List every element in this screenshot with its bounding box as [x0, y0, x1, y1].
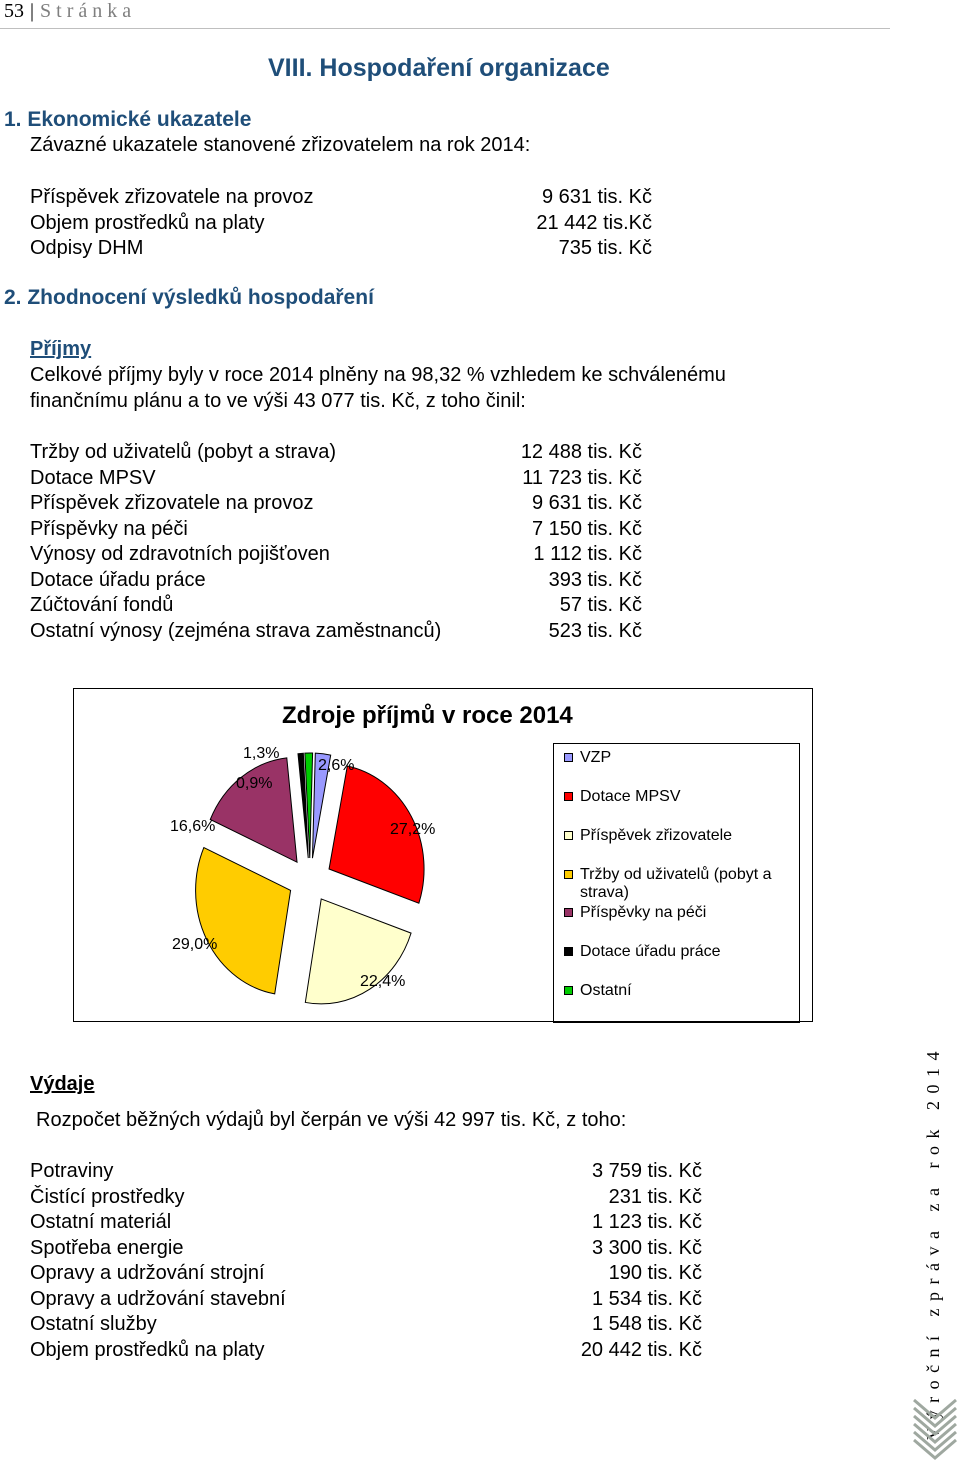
income-labels — [30, 440, 441, 644]
expense-values — [540, 1159, 702, 1363]
expense-value: 1 548 tis. Kč — [591, 1313, 702, 1335]
legend-swatch — [564, 831, 573, 840]
indicator-value: 9 631 tis. Kč — [541, 186, 652, 208]
income-value: 523 tis. Kč — [548, 619, 642, 642]
expense-label: Potraviny — [30, 1160, 114, 1182]
expense-value: 3 300 tis. Kč — [591, 1236, 702, 1259]
pie-slice — [196, 848, 291, 994]
expense-label: Čistící prostředky — [30, 1185, 185, 1208]
income-label: Zúčtování fondů — [30, 594, 174, 616]
legend-swatch — [564, 870, 573, 879]
expense-label: Objem prostředků na platy — [30, 1338, 265, 1361]
expenses-intro: Rozpočet běžných výdajů byl čerpán ve výši 42 997 tis. Kč, z toho: — [36, 1109, 627, 1131]
income-values — [480, 440, 642, 644]
legend-label: VZP — [580, 749, 612, 766]
pie-chart — [150, 735, 470, 1015]
expense-label: Opravy a udržování strojní — [30, 1262, 265, 1284]
expense-label: Spotřeba energie — [30, 1236, 184, 1259]
legend-swatch — [564, 753, 573, 762]
indicator-label: Objem prostředků na platy — [30, 211, 265, 234]
expense-label: Opravy a udržování stavební — [30, 1287, 286, 1310]
income-label: Výnosy od zdravotních pojišťoven — [30, 543, 330, 565]
income-label: Ostatní výnosy (zejména strava zaměstnanců) — [30, 619, 442, 642]
legend-label: Ostatní — [580, 982, 632, 999]
legend-label: Příspěvky na péči — [580, 904, 707, 921]
indicator-label: Příspěvek zřizovatele na provoz — [30, 186, 314, 208]
legend-label: Příspěvek zřizovatele — [580, 827, 733, 844]
expense-value: 231 tis. Kč — [608, 1185, 702, 1208]
income-value: 9 631 tis. Kč — [531, 492, 642, 514]
page-header — [4, 0, 136, 23]
pie-label-trzby: 29,0% — [172, 936, 218, 953]
income-text-line1: Celkové příjmy byly v roce 2014 plněny na 98,32 % vzhledem ke schválenému — [30, 364, 726, 386]
expense-value: 3 759 tis. Kč — [591, 1160, 702, 1182]
legend-swatch — [564, 792, 573, 801]
expense-value: 190 tis. Kč — [608, 1262, 702, 1284]
side-text: Výroční zpráva za rok 2014 — [923, 1044, 943, 1440]
income-value: 11 723 tis. Kč — [522, 466, 642, 489]
expense-label: Ostatní materiál — [30, 1211, 172, 1233]
legend-swatch — [564, 986, 573, 995]
income-label: Dotace MPSV — [30, 466, 156, 489]
pie-label-ostatni: 1,3% — [243, 745, 280, 762]
header-separator: | — [30, 0, 35, 22]
pie-slice — [210, 758, 297, 862]
income-text-line2: finančnímu plánu a to ve výši 43 077 tis. Kč, z toho činil: — [30, 390, 526, 412]
legend-swatch — [564, 947, 573, 956]
chart-legend — [553, 743, 800, 1023]
expense-value: 20 442 tis. Kč — [580, 1338, 702, 1361]
indicator-value: 21 442 tis.Kč — [536, 211, 652, 234]
page-word: Stránka — [40, 0, 137, 22]
income-label: Dotace úřadu práce — [30, 568, 206, 591]
expenses-heading: Výdaje — [30, 1073, 95, 1095]
page-number: 53 — [4, 0, 24, 22]
expense-label: Ostatní služby — [30, 1313, 157, 1335]
chart-title: Zdroje příjmů v roce 2014 — [282, 702, 573, 729]
income-value: 393 tis. Kč — [548, 568, 642, 591]
indicator-label: Odpisy DHM — [30, 237, 144, 259]
pie-label-prispevky-pece: 16,6% — [170, 818, 216, 835]
chevron-logo-icon — [912, 1396, 958, 1464]
income-value: 57 tis. Kč — [559, 594, 642, 616]
income-value: 12 488 tis. Kč — [520, 441, 642, 463]
pie-label-uradu-prace: 0,9% — [236, 775, 273, 792]
pie-label-vzp: 2,6% — [318, 757, 355, 774]
income-value: 7 150 tis. Kč — [531, 517, 642, 540]
section1-title: 1. Ekonomické ukazatele — [4, 108, 252, 131]
section1-labels — [30, 185, 313, 262]
header-rule — [0, 28, 890, 29]
income-heading: Příjmy — [30, 338, 92, 360]
section1-values — [480, 185, 652, 262]
section2-title: 2. Zhodnocení výsledků hospodaření — [4, 286, 374, 309]
expense-labels — [30, 1159, 286, 1363]
income-label: Příspěvky na péči — [30, 517, 188, 540]
chapter-title: VIII. Hospodaření organizace — [268, 54, 610, 82]
income-value: 1 112 tis. Kč — [533, 543, 642, 565]
indicator-value: 735 tis. Kč — [558, 237, 652, 259]
legend-label: Dotace MPSV — [580, 788, 681, 805]
income-label: Příspěvek zřizovatele na provoz — [30, 492, 314, 514]
side-annual-report-text — [923, 1044, 953, 1440]
income-label: Tržby od uživatelů (pobyt a strava) — [30, 441, 337, 463]
section1-intro: Závazné ukazatele stanovené zřizovatelem na rok 2014: — [30, 134, 531, 156]
pie-label-mpsv: 27,2% — [390, 821, 436, 838]
expense-value: 1 123 tis. Kč — [591, 1211, 702, 1233]
pie-label-zrizovatel: 22,4% — [360, 973, 406, 990]
legend-swatch — [564, 908, 573, 917]
expense-value: 1 534 tis. Kč — [591, 1287, 702, 1310]
legend-label: Tržby od uživatelů (pobyt a strava) — [580, 866, 772, 901]
legend-label: Dotace úřadu práce — [580, 943, 721, 960]
